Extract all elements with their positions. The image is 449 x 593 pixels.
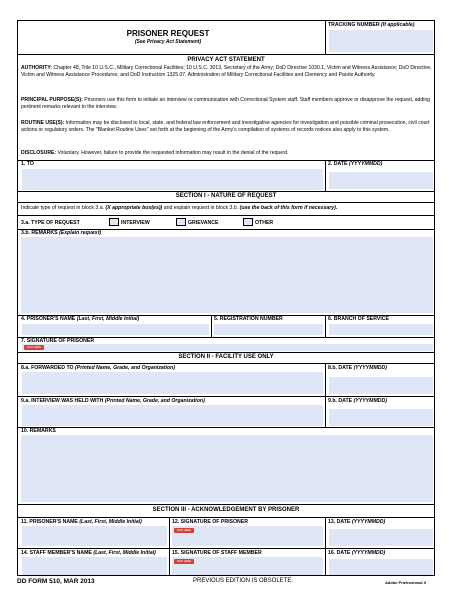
date-8b-label: 8.b. DATE (328, 365, 353, 371)
date-9b-label: 9.b. DATE (328, 398, 353, 404)
routine-use-paragraph: ROUTINE USE(S): Information may be disclosed to local, state, and federal law enforcement and investigative agencies for investigation and possible criminal prosecution, civil court actions or regulatory orders. The "Blanket Routine Uses" set forth at the beginning of the Army's compilation of systems of records notices also apply to this system. (21, 120, 430, 133)
date-9b-input[interactable] (329, 409, 433, 426)
grievance-option-label: GRIEVANCE (188, 220, 219, 226)
prisoner-request-form: PRISONER REQUEST (See Privacy Act Statement) TRACKING NUMBER (If applicable) PRIVACY ACT STATEMENT AUTHORITY: Chapter 48, Title 10 U.S.C., Military Correctional Facilities; 10 U.S.C. 3013, Secretary of the Army; DoD Directive 1030.1, Victim and Witness Assistance; DoD Directive, Victim and Witness Assistance Procedures; and DoD Instruction 1325.07, Administration of Military Correctional Facilities and Clemency and Parole Authority. PRINCIPAL PURPOSE(S): Prisoners use this form to initiate an interview or communication with Correctional System staff. Staff members approve or disapprove the request, adding pertinent remarks relevant to the interview. ROUTINE USE(S): Information may be disclosed to local, state, and federal law enforcement and investigative agencies for investigation and possible criminal prosecution, civil court actions or regulatory orders. The "Blanket Routine Uses" set forth at the beginning of the Army's compilation of systems of records notices also apply to this system. DISCLOSURE: Voluntary. However, failure to provide the requested information may result in the denial of the request. 1. TO 2. DATE (YYYYMMDD) SECTION I - NATURE OF REQUEST Indicate type of request in block 3.a. (X appropriate box(es)) and explain request in block 3.b. (use the back of this form if necessary). 3.a. TYPE OF REQUEST INTERVIEW GRIEVANCE OTHER 3.b. REMARKS (Explain request) 4. PRISONER'S NAME (Last, First, Middle Initial) 5. REGISTRATION NUMBER 6. BRANCH OF SERVICE 7. SIGNATURE OF PRISONER SIGN HERE SECTION II - FACILITY USE ONLY 8.a. FORWARDED TO (Printed Name, Grade, and Organization) 8.b. DATE (YYYYMMDD) 9.a. INTERVIEW WAS HELD WITH (Printed Name, Grade, and Organization) 9.b. DATE (YYYYMMDD) 10. REMARKS SECTION III - ACKNOWLEDGEMENT BY PRISONER 11. PRISONER'S NAME (Last, First, Middle Initial) 12. SIGNATURE OF PRISONER SIGN HERE 13. DATE (YYYYMMDD) 14. STAFF MEMBER'S NAME (Last, First, Middle Initial) 15. SIGNATURE OF STAFF MEMBER SIGN HERE 16. DATE (YYYYMMDD) (17, 20, 435, 576)
staff-member-signature-label: 15. SIGNATURE OF STAFF MEMBER (172, 550, 262, 556)
interview-checkbox[interactable] (109, 218, 119, 226)
forwarded-to-label: 8.a. FORWARDED TO (21, 365, 74, 371)
remarks-hint: (Explain request) (59, 230, 102, 236)
date-13-input[interactable] (329, 529, 433, 546)
date-16-input[interactable] (329, 559, 433, 575)
section-3-heading: SECTION III - ACKNOWLEDGEMENT BY PRISONER (152, 507, 300, 513)
type-of-request-label: 3.a. TYPE OF REQUEST (21, 220, 80, 226)
branch-of-service-label: 6. BRANCH OF SERVICE (328, 316, 390, 322)
date-label: 2. DATE (328, 161, 348, 167)
section-1-heading: SECTION I - NATURE OF REQUEST (175, 193, 277, 199)
to-label: 1. TO (21, 161, 34, 167)
staff-member-signature-field[interactable] (172, 557, 323, 575)
to-input[interactable] (22, 169, 323, 190)
prisoner-name-input[interactable] (22, 324, 209, 335)
authority-paragraph: AUTHORITY: Chapter 48, Title 10 U.S.C., Military Correctional Facilities; 10 U.S.C. 3013, Secretary of the Army; DoD Directive 1030.1, Victim and Witness Assistance; DoD Directive, Victim and Witness Assistance Procedures; and DoD Instruction 1325.07, Administration of Military Correctional Facilities and Clemency and Parole Authority. (21, 65, 432, 78)
facility-remarks-textarea[interactable] (21, 435, 433, 502)
privacy-heading: PRIVACY ACT STATEMENT (187, 57, 265, 63)
branch-of-service-input[interactable] (329, 324, 433, 335)
prisoner-signature-field[interactable] (22, 344, 433, 351)
acknowledge-prisoner-name-input[interactable] (22, 526, 167, 546)
acknowledge-prisoner-signature-label: 12. SIGNATURE OF PRISONER (172, 519, 248, 525)
forwarded-to-input[interactable] (22, 372, 323, 394)
prisoner-signature-label: 7. SIGNATURE OF PRISONER (21, 338, 95, 344)
staff-member-name-input[interactable] (22, 557, 167, 575)
remarks-textarea[interactable] (21, 237, 433, 313)
date-16-label: 16. DATE (328, 550, 351, 556)
interview-held-label: 9.a. INTERVIEW WAS HELD WITH (21, 398, 104, 404)
registration-number-label: 5. REGISTRATION NUMBER (214, 316, 283, 322)
edition-notice: PREVIOUS EDITION IS OBSOLETE. (193, 578, 294, 584)
prisoner-sign-button[interactable]: SIGN HERE (24, 345, 44, 350)
date-8b-input[interactable] (329, 377, 433, 394)
interview-option-label: INTERVIEW (121, 220, 150, 226)
other-option-label: OTHER (255, 220, 274, 226)
date-input[interactable] (329, 172, 433, 189)
form-id: DD FORM 510, MAR 2013 (17, 578, 95, 585)
section-2-heading: SECTION II - FACILITY USE ONLY (178, 354, 274, 360)
tracking-number-hint: (If applicable) (381, 22, 415, 28)
form-subtitle: (See Privacy Act Statement) (134, 39, 202, 45)
prisoner-name-label: 4. PRISONER'S NAME (21, 316, 76, 322)
tracking-number-input[interactable] (329, 30, 433, 52)
acknowledge-prisoner-name-label: 11. PRISONER'S NAME (21, 519, 78, 525)
staff-member-sign-button[interactable]: SIGN HERE (174, 559, 194, 564)
purpose-paragraph: PRINCIPAL PURPOSE(S): Prisoners use this form to initiate an interview or communication with Correctional System staff. Staff members approve or disapprove the request, adding pertinent remarks relevant to the interview. (21, 97, 430, 110)
date-13-label: 13. DATE (328, 519, 351, 525)
interview-held-input[interactable] (22, 405, 323, 426)
grievance-checkbox[interactable] (176, 218, 186, 226)
tracking-number-label: TRACKING NUMBER (328, 22, 380, 28)
form-title: PRISONER REQUEST (126, 29, 210, 38)
remarks-label: 3.b. REMARKS (21, 230, 58, 236)
section-1-instruction: Indicate type of request in block 3.a. (X appropriate box(es)) and explain request in block 3.b. (use the back of this form if necessary). (21, 205, 338, 211)
facility-remarks-label: 10. REMARKS (21, 428, 56, 434)
software-note: Adobe Professional X (385, 580, 427, 585)
acknowledge-prisoner-signature-field[interactable] (172, 526, 323, 546)
other-checkbox[interactable] (243, 218, 253, 226)
registration-number-input[interactable] (214, 324, 323, 335)
disclosure-paragraph: DISCLOSURE: Voluntary. However, failure to provide the requested information may result in the denial of the request. (21, 150, 289, 156)
staff-member-name-label: 14. STAFF MEMBER'S NAME (21, 550, 92, 556)
acknowledge-prisoner-sign-button[interactable]: SIGN HERE (174, 528, 194, 533)
